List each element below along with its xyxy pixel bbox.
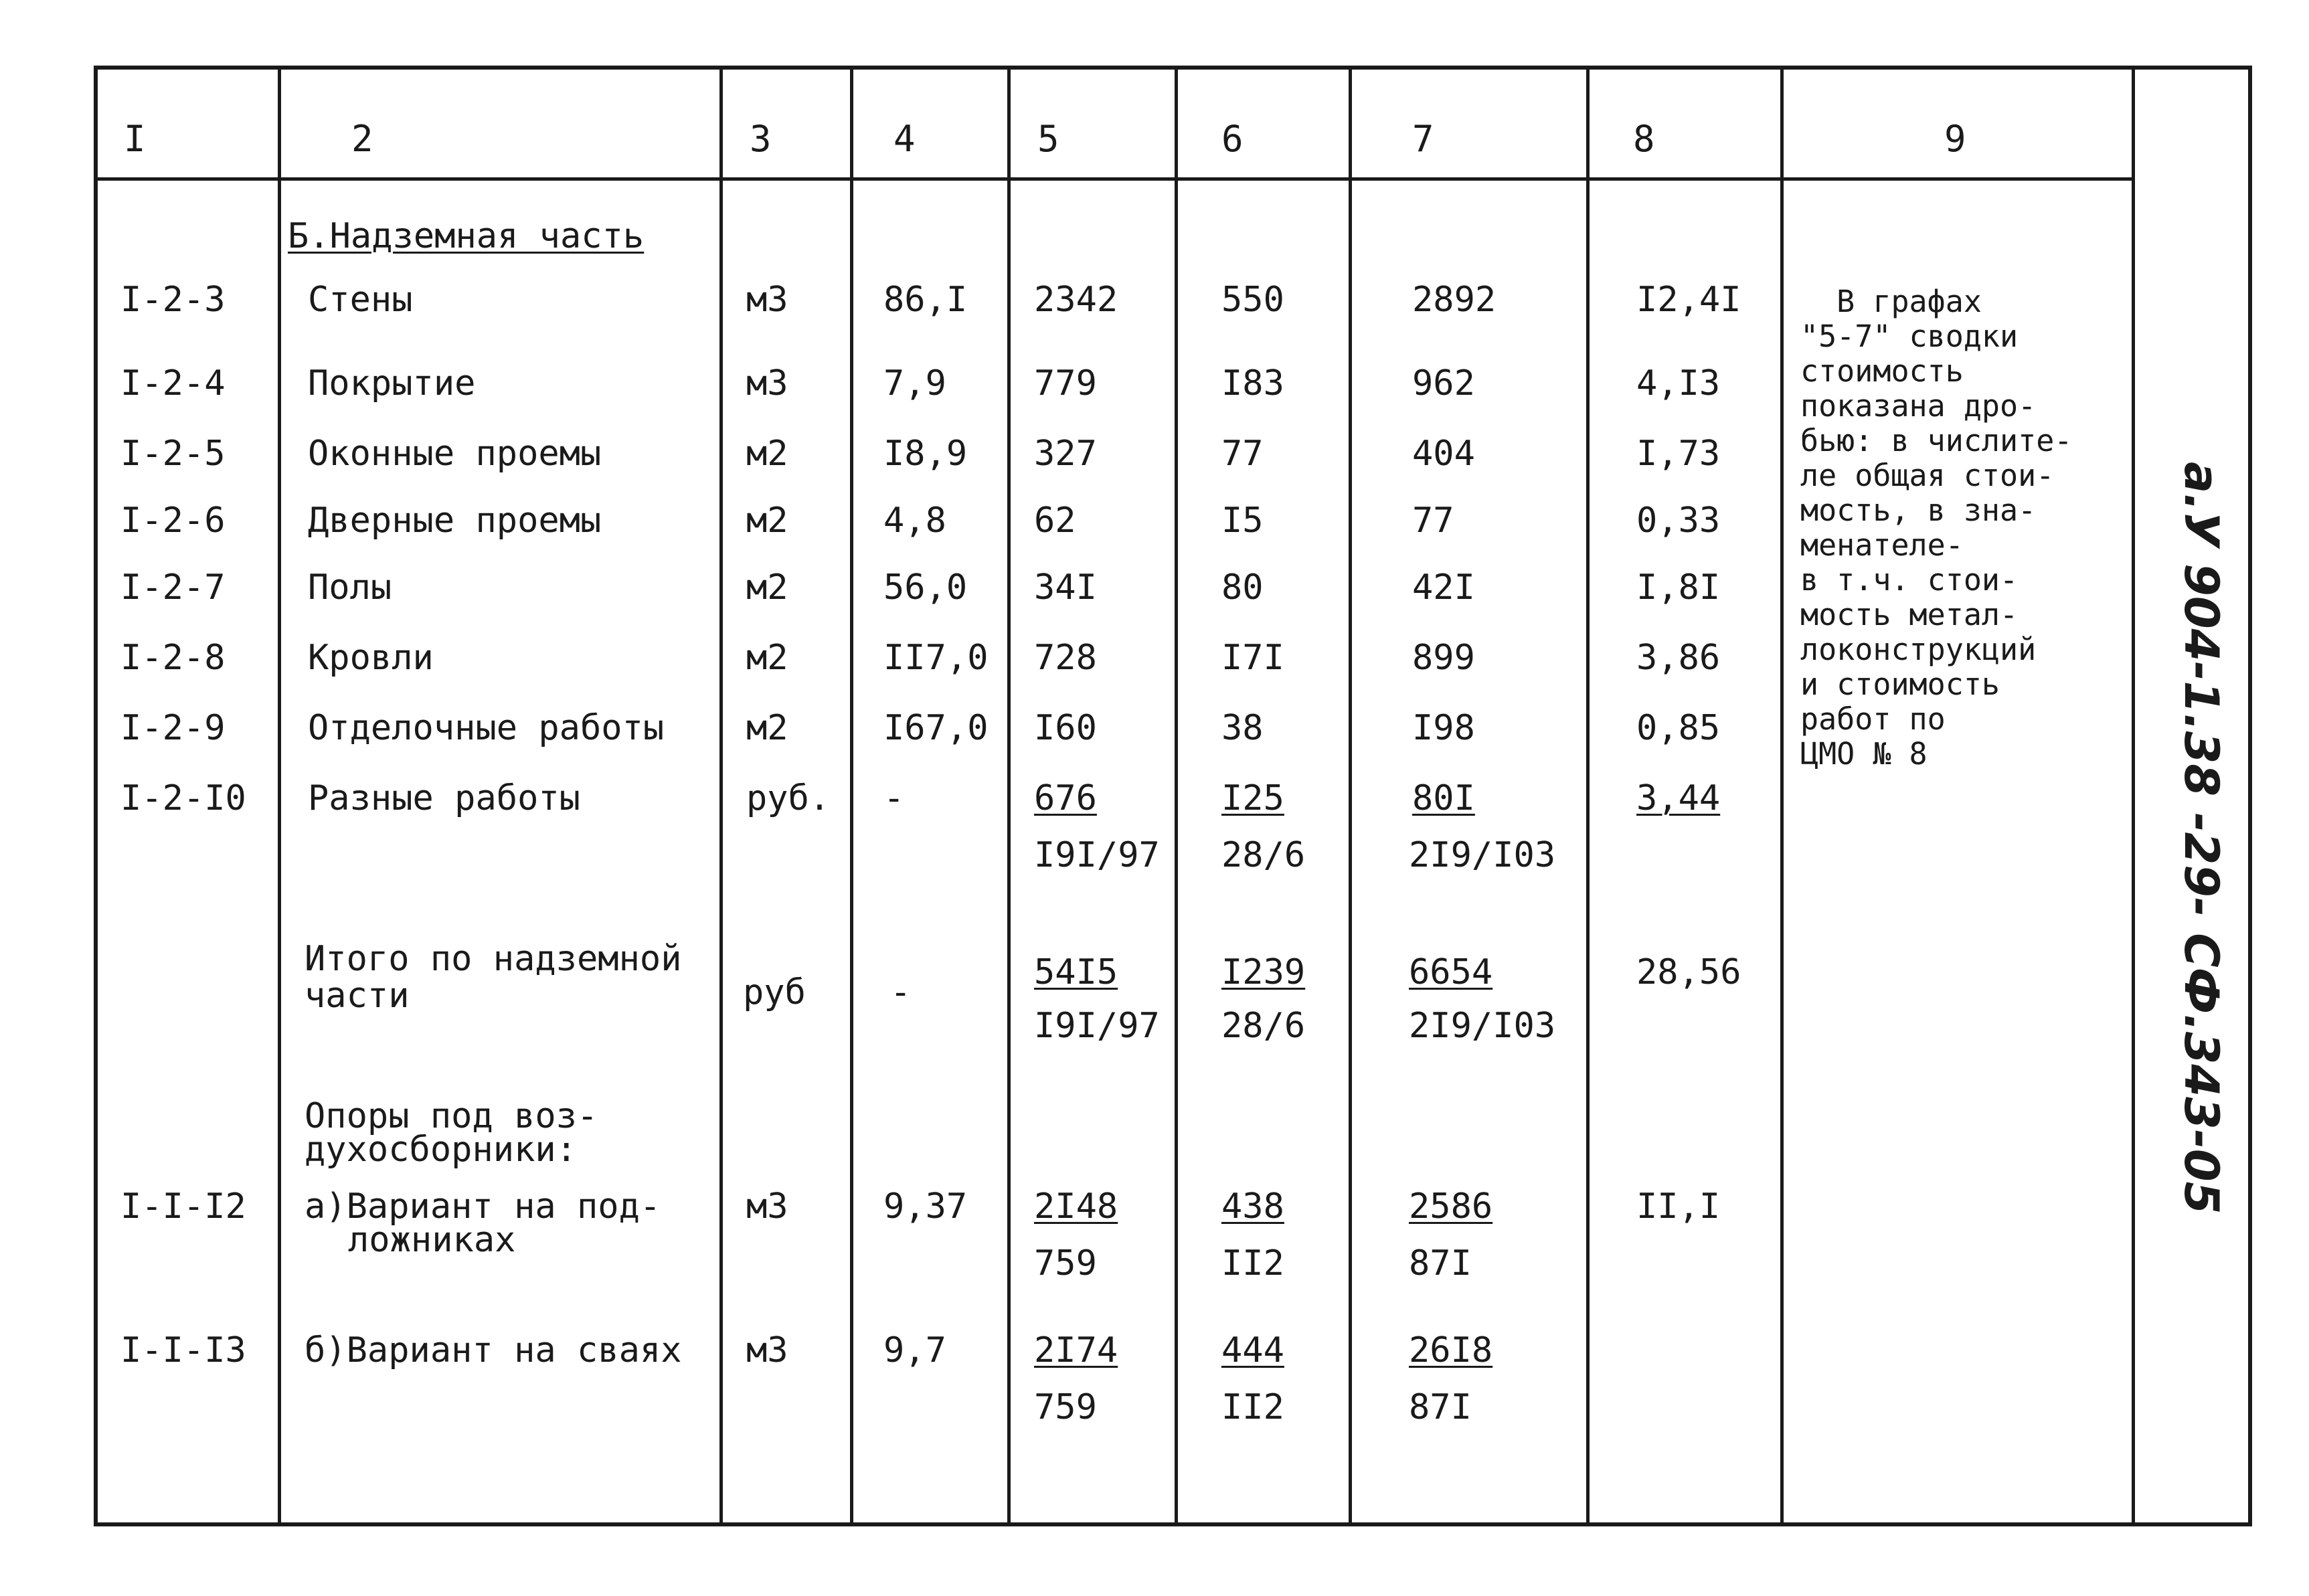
cell-c7: 899 xyxy=(1412,638,1475,678)
total-label-line1: Итого по надземной xyxy=(305,939,682,979)
col-divider xyxy=(1175,66,1178,1526)
cell-c8: 0,85 xyxy=(1636,708,1721,748)
cell-c6: I7I xyxy=(1221,638,1284,678)
cell-c6: 38 xyxy=(1221,708,1264,748)
col-divider xyxy=(1007,66,1011,1526)
cell-c6: I25 xyxy=(1221,778,1284,818)
variant-c5: 2I74 xyxy=(1034,1330,1118,1370)
cell-unit: м2 xyxy=(746,501,788,541)
cell-unit: м2 xyxy=(746,434,788,474)
cell-code: I-2-9 xyxy=(120,708,226,748)
cell-name: Разные работы xyxy=(308,778,580,818)
cell-c8: I2,4I xyxy=(1636,280,1741,320)
cell-c6: I5 xyxy=(1221,501,1264,541)
col-header-7: 7 xyxy=(1412,118,1434,160)
cell-c8: 4,I3 xyxy=(1636,363,1721,404)
cell-unit: м2 xyxy=(746,708,788,748)
cell-c8: I,73 xyxy=(1636,434,1721,474)
variant-code: I-I-I2 xyxy=(120,1186,246,1227)
cell-c7: 404 xyxy=(1412,434,1475,474)
cell-c7b: 2I9/I03 xyxy=(1409,835,1556,875)
cell-name: Полы xyxy=(308,567,392,608)
cell-name: Дверные проемы xyxy=(308,501,602,541)
cell-qty: 7,9 xyxy=(883,363,946,404)
total-c6-den: 28/6 xyxy=(1221,1006,1306,1046)
cell-unit: руб. xyxy=(746,778,831,818)
cell-qty: 4,8 xyxy=(883,501,946,541)
variant-c7: 26I8 xyxy=(1409,1330,1493,1370)
variant-c6b: II2 xyxy=(1221,1387,1284,1427)
variant-name1: б)Вариант на сваях xyxy=(305,1330,682,1370)
variant-code: I-I-I3 xyxy=(120,1330,246,1370)
cell-qty: I67,0 xyxy=(883,708,989,748)
header-divider xyxy=(94,177,2132,181)
cell-code: I-2-4 xyxy=(120,363,226,404)
cell-qty: - xyxy=(883,778,905,818)
cell-qty: II7,0 xyxy=(883,638,989,678)
cell-name: Стены xyxy=(308,280,413,320)
total-label-line2: части xyxy=(305,976,410,1016)
variant-c7: 2586 xyxy=(1409,1186,1493,1227)
cell-qty: 86,I xyxy=(883,280,968,320)
variant-c5b: 759 xyxy=(1034,1243,1097,1283)
col-divider xyxy=(1586,66,1590,1526)
col-divider xyxy=(719,66,723,1526)
cell-c6: 80 xyxy=(1221,567,1264,608)
column-9-note: В графах "5-7" сводки стоимость показана дро- бью: в числите- ле общая стои- мость, в зна- менателе- в т.ч. стои- мость метал- локонструкций и стоимость работ по ЦМО № 8 xyxy=(1800,284,2073,772)
variant-c5: 2I48 xyxy=(1034,1186,1118,1227)
col-header-3: 3 xyxy=(750,118,772,160)
col-header-1: I xyxy=(124,118,146,160)
cell-c7: I98 xyxy=(1412,708,1475,748)
variant-c7b: 87I xyxy=(1409,1387,1472,1427)
col-divider xyxy=(1349,66,1352,1526)
cell-c8: 3,86 xyxy=(1636,638,1721,678)
cell-c7: 77 xyxy=(1412,501,1454,541)
variant-c6: 444 xyxy=(1221,1330,1284,1370)
cell-name: Кровли xyxy=(308,638,434,678)
total-c6: I239 xyxy=(1221,952,1306,992)
cell-c8: I,8I xyxy=(1636,567,1721,608)
side-stamp: а.У 904-1.38 -29- СФ.343-05 xyxy=(2174,462,2229,1215)
variant-c7b: 87I xyxy=(1409,1243,1472,1283)
cell-c7: 962 xyxy=(1412,363,1475,404)
cell-c6: 550 xyxy=(1221,280,1284,320)
cell-c5: I60 xyxy=(1034,708,1097,748)
variant-c6b: II2 xyxy=(1221,1243,1284,1283)
col-divider xyxy=(1780,66,1784,1526)
cell-qty: 56,0 xyxy=(883,567,968,608)
variant-unit: м3 xyxy=(746,1330,788,1370)
cell-c7: 2892 xyxy=(1412,280,1496,320)
variant-qty: 9,7 xyxy=(883,1330,946,1370)
section-title: Б.Надземная часть xyxy=(288,216,645,256)
variant-c5b: 759 xyxy=(1034,1387,1097,1427)
supports-title-line2: духосборники: xyxy=(305,1130,577,1170)
supports-title-line1: Опоры под воз- xyxy=(305,1096,598,1136)
col-divider xyxy=(278,66,281,1526)
cell-name: Отделочные работы xyxy=(308,708,665,748)
variant-name1: а)Вариант на под- xyxy=(305,1186,661,1227)
total-c8: 28,56 xyxy=(1636,952,1741,992)
col-header-2: 2 xyxy=(351,118,373,160)
cell-c5: 728 xyxy=(1034,638,1097,678)
cell-c5: 327 xyxy=(1034,434,1097,474)
cell-qty: I8,9 xyxy=(883,434,968,474)
variant-c6: 438 xyxy=(1221,1186,1284,1227)
col-header-9: 9 xyxy=(1944,118,1966,160)
total-c7-den: 2I9/I03 xyxy=(1409,1006,1556,1046)
cell-name: Оконные проемы xyxy=(308,434,602,474)
variant-unit: м3 xyxy=(746,1186,788,1227)
cell-c5: 2342 xyxy=(1034,280,1118,320)
cell-code: I-2-7 xyxy=(120,567,226,608)
cell-c5: 62 xyxy=(1034,501,1076,541)
cell-unit: м3 xyxy=(746,363,788,404)
cell-unit: м2 xyxy=(746,567,788,608)
variant-qty: 9,37 xyxy=(883,1186,968,1227)
cell-name: Покрытие xyxy=(308,363,476,404)
cell-c7: 80I xyxy=(1412,778,1475,818)
cell-c5: 779 xyxy=(1034,363,1097,404)
total-unit: руб xyxy=(743,972,806,1012)
cell-c6: 77 xyxy=(1221,434,1264,474)
cell-code: I-2-I0 xyxy=(120,778,246,818)
cell-c6b: 28/6 xyxy=(1221,835,1306,875)
cell-unit: м3 xyxy=(746,280,788,320)
cell-c8: 3,44 xyxy=(1636,778,1721,818)
cell-code: I-2-8 xyxy=(120,638,226,678)
col-header-6: 6 xyxy=(1221,118,1244,160)
col-divider xyxy=(850,66,853,1526)
cell-unit: м2 xyxy=(746,638,788,678)
cell-c5b: I9I/97 xyxy=(1034,835,1160,875)
total-c7: 6654 xyxy=(1409,952,1493,992)
col-header-8: 8 xyxy=(1633,118,1655,160)
cell-code: I-2-3 xyxy=(120,280,226,320)
total-qty: - xyxy=(890,972,912,1012)
cell-code: I-2-6 xyxy=(120,501,226,541)
cell-c5: 34I xyxy=(1034,567,1097,608)
variant-c8: II,I xyxy=(1636,1186,1721,1227)
total-c5: 54I5 xyxy=(1034,952,1118,992)
cell-c7: 42I xyxy=(1412,567,1475,608)
cell-c6: I83 xyxy=(1221,363,1284,404)
cell-code: I-2-5 xyxy=(120,434,226,474)
variant-name2: ложниках xyxy=(348,1220,516,1260)
col-header-5: 5 xyxy=(1037,118,1059,160)
cell-c5: 676 xyxy=(1034,778,1097,818)
col-header-4: 4 xyxy=(893,118,916,160)
total-c5-den: I9I/97 xyxy=(1034,1006,1160,1046)
cell-c8: 0,33 xyxy=(1636,501,1721,541)
